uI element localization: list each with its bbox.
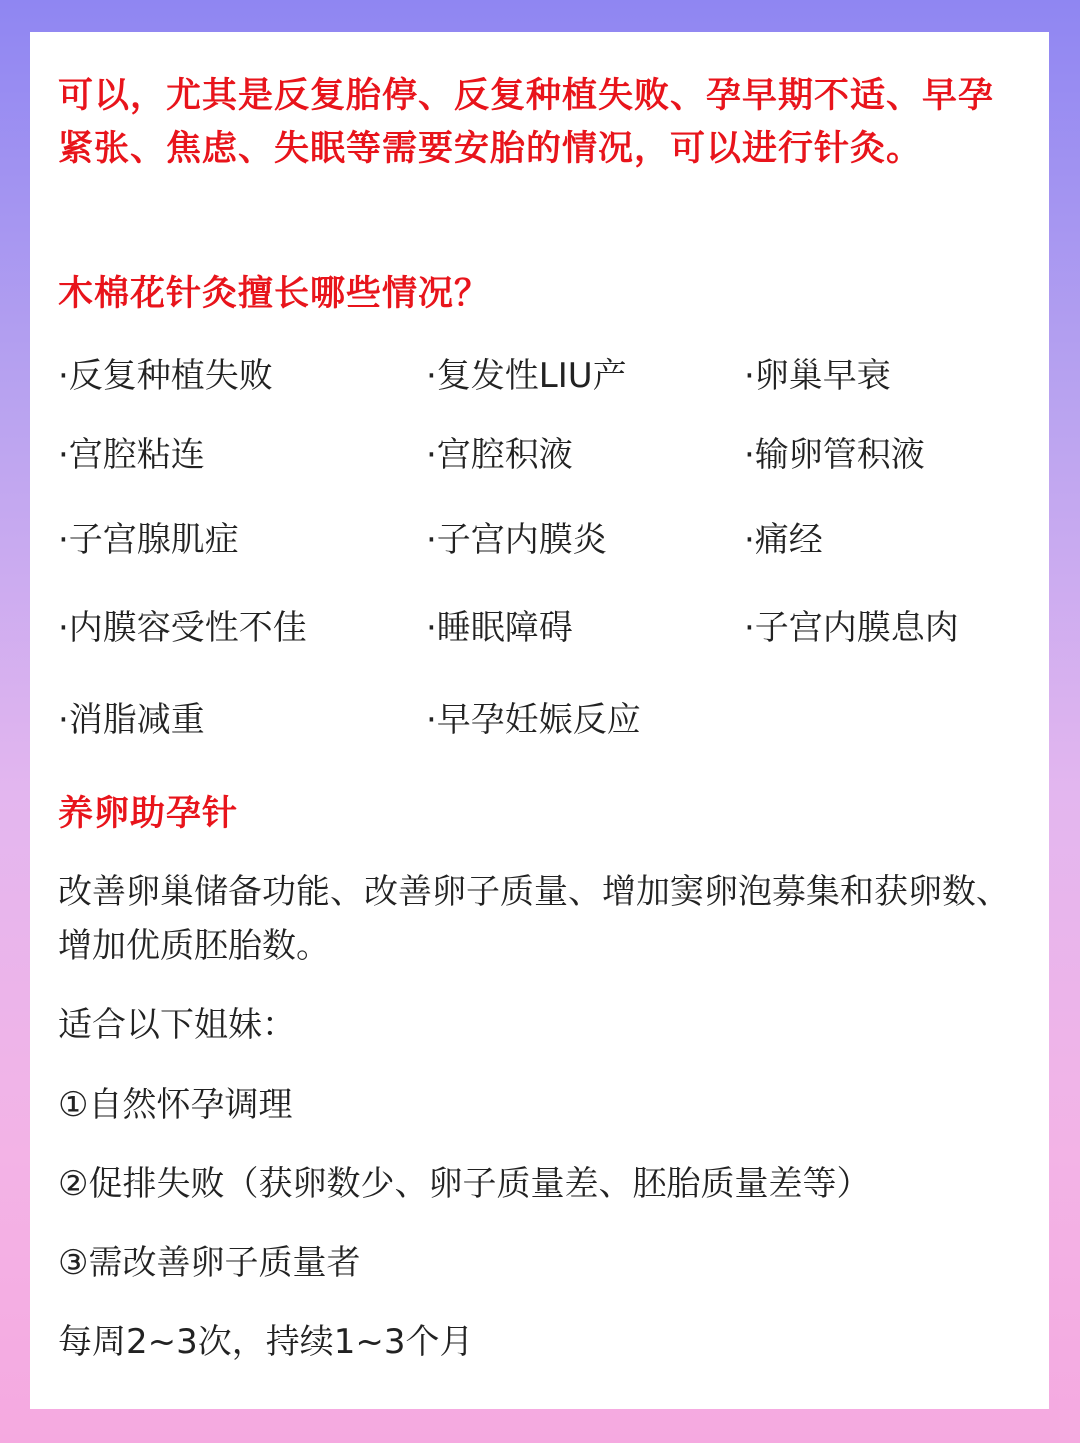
condition-item: ·子宫内膜息肉	[744, 608, 959, 648]
condition-item: ·宫腔粘连	[58, 435, 205, 475]
content-card	[30, 32, 1049, 1409]
condition-item: ·卵巢早衰	[744, 356, 891, 396]
condition-item: ·痛经	[744, 520, 823, 560]
section-description: 改善卵巢储备功能、改善卵子质量、增加窦卵泡募集和获卵数、增加优质胚胎数。	[58, 872, 1010, 966]
suitable-point: ②促排失败（获卵数少、卵子质量差、胚胎质量差等）	[58, 1164, 871, 1204]
condition-item: ·内膜容受性不佳	[58, 608, 307, 648]
condition-item: ·子宫腺肌症	[58, 520, 239, 560]
condition-item: ·早孕妊娠反应	[426, 700, 641, 740]
condition-item: ·复发性LIU产	[426, 356, 627, 396]
suitable-point: ①自然怀孕调理	[58, 1085, 293, 1125]
intro-text: 可以，尤其是反复胎停、反复种植失败、孕早期不适、早孕紧张、焦虑、失眠等需要安胎的情况，可以进行针灸。	[58, 76, 995, 169]
section-heading-specialties: 木棉花针灸擅长哪些情况？	[58, 274, 491, 314]
condition-item: ·消脂减重	[58, 700, 205, 740]
condition-item: ·输卵管积液	[744, 435, 925, 475]
section-heading-egg-nourishing: 养卵助孕针	[58, 794, 239, 834]
condition-item: ·反复种植失败	[58, 356, 273, 396]
suitable-label: 适合以下姐妹：	[58, 1005, 296, 1045]
frequency-text: 每周2~3次，持续1~3个月	[58, 1322, 474, 1362]
condition-item: ·睡眠障碍	[426, 608, 573, 648]
condition-item: ·宫腔积液	[426, 435, 573, 475]
suitable-point: ③需改善卵子质量者	[58, 1243, 361, 1283]
condition-item: ·子宫内膜炎	[426, 520, 607, 560]
